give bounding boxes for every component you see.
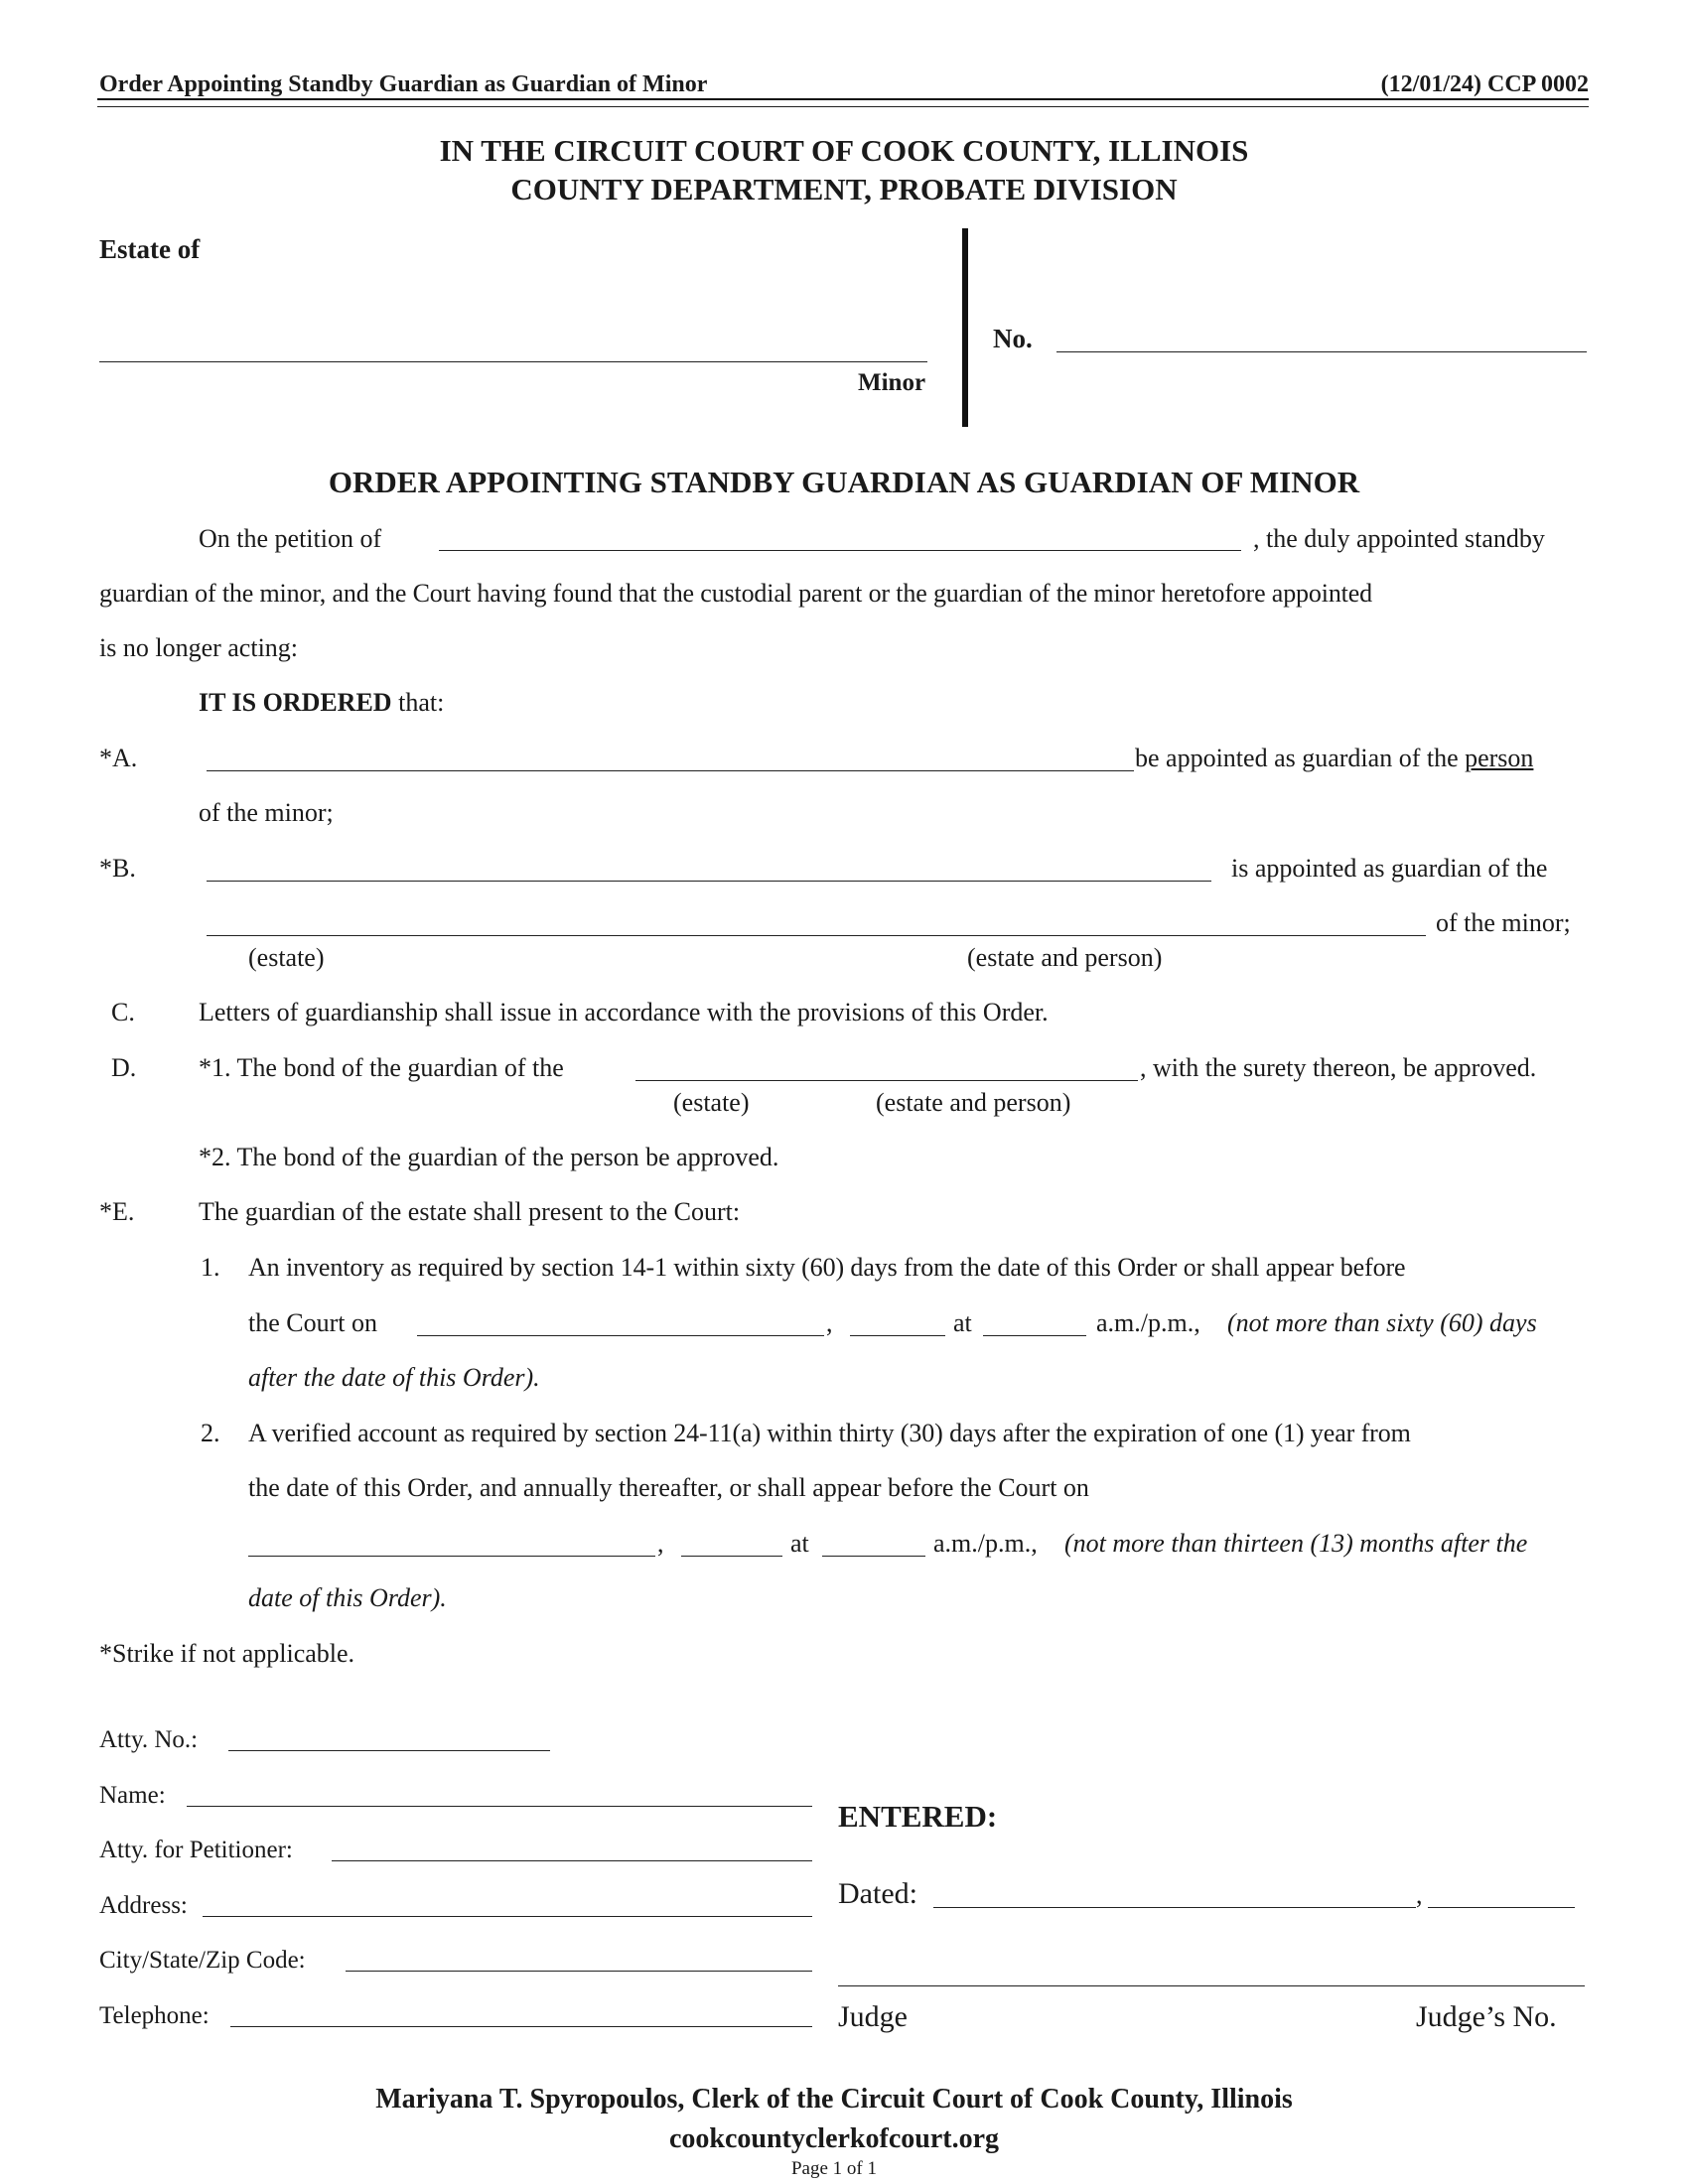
item-e1-note-1: (not more than sixty (60) days [1227,1308,1537,1337]
estate-of-label: Estate of [99,234,201,264]
petitioner-name-field[interactable] [437,523,1247,551]
inventory-year-line [850,1335,945,1336]
inventory-time-field[interactable] [981,1307,1092,1335]
case-number-label: No. [993,324,1033,353]
item-e2-note-2: date of this Order). [248,1583,447,1612]
guardian-estate-field[interactable] [205,853,1215,881]
account-year-field[interactable] [679,1528,788,1556]
item-b-mark: *B. [99,854,136,883]
item-e1-court-on: the Court on [248,1308,377,1337]
item-e1-at: at [953,1308,972,1337]
form-code: (12/01/24) CCP 0002 [1380,71,1589,97]
account-date-line [248,1556,655,1557]
item-e2-line-1: A verified account as required by section 24-11(a) within thirty (30) days after the expiration of one (1) year from [248,1419,1411,1447]
item-d1-label-estate-person: (estate and person) [876,1088,1071,1117]
guardian-person-field[interactable] [205,743,1140,770]
caption-divider [962,228,968,427]
bond-type-field[interactable] [633,1052,1144,1080]
strike-note: *Strike if not applicable. [99,1639,355,1668]
city-state-zip-line [346,1971,812,1972]
atty-no-field[interactable] [226,1722,556,1750]
dated-comma: , [1416,1880,1423,1909]
case-number-field[interactable] [1056,323,1591,350]
judge-signature-line [838,1985,1585,1986]
item-e2-at: at [790,1529,809,1558]
name-field[interactable] [185,1778,818,1806]
intro-line-2: guardian of the minor, and the Court having found that the custodial parent or the guardian of the minor heretofore appointed [99,579,1372,608]
item-e1-ampm: a.m./p.m., [1096,1308,1200,1337]
estate-or-person-line [207,935,1426,936]
dated-date-line [933,1907,1416,1908]
court-line-2: COUNTY DEPARTMENT, PROBATE DIVISION [510,172,1178,206]
footer-clerk: Mariyana T. Spyropoulos, Clerk of the Circuit Court of Cook County, Illinois [375,2084,1293,2115]
dated-label: Dated: [838,1877,917,1910]
item-e2-line-2: the date of this Order, and annually thereafter, or shall appear before the Court on [248,1473,1089,1502]
header-rule-top [97,98,1589,100]
judge-label: Judge [838,2000,908,2033]
address-label: Address: [99,1892,188,1919]
item-c-text: Letters of guardianship shall issue in accordance with the provisions of this Order. [199,998,1049,1026]
item-b-text: is appointed as guardian of the [1231,854,1548,883]
item-e2-note-1: (not more than thirteen (13) months after the [1064,1529,1528,1558]
item-b-label-estate: (estate) [248,943,325,972]
petitioner-name-line [439,550,1241,551]
item-d-mark: D. [111,1053,137,1082]
name-label: Name: [99,1782,166,1809]
item-d1-label-estate: (estate) [673,1088,750,1117]
item-a-continuation: of the minor; [199,798,334,827]
item-a-mark: *A. [99,744,138,772]
telephone-line [230,2026,812,2027]
estate-or-person-field[interactable] [205,907,1432,935]
dated-year-field[interactable] [1426,1878,1581,1906]
intro-line-3: is no longer acting: [99,633,299,662]
item-d1-text: *1. The bond of the guardian of the [199,1053,564,1082]
account-time-field[interactable] [820,1528,931,1556]
minor-label: Minor [858,369,926,396]
city-state-zip-label: City/State/Zip Code: [99,1947,306,1974]
atty-no-label: Atty. No.: [99,1726,199,1753]
item-c-mark: C. [111,998,135,1026]
item-d1-end: , with the surety thereon, be approved. [1140,1053,1537,1082]
dated-date-field[interactable] [931,1878,1422,1906]
inventory-year-field[interactable] [848,1307,951,1335]
item-b-label-estate-person: (estate and person) [967,943,1163,972]
footer-website[interactable]: cookcountyclerkofcourt.org [668,2123,1000,2154]
item-e-mark: *E. [99,1197,135,1226]
item-a-text: be appointed as guardian of the person [1135,744,1534,772]
telephone-label: Telephone: [99,2002,210,2029]
inventory-date-line [417,1335,824,1336]
account-date-field[interactable] [246,1528,661,1556]
item-e2-ampm: a.m./p.m., [933,1529,1038,1558]
address-field[interactable] [201,1888,818,1916]
judge-number-label: Judge’s No. [1416,2000,1557,2033]
order-title: ORDER APPOINTING STANDBY GUARDIAN AS GUARDIAN OF MINOR [328,465,1360,499]
guardian-person-line [207,770,1134,771]
dated-year-line [1428,1907,1575,1908]
account-time-line [822,1556,925,1557]
item-e1-line-1: An inventory as required by section 14-1 within sixty (60) days from the date of this Order or shall appear before [248,1253,1406,1282]
item-e1-number: 1. [201,1253,220,1282]
bond-type-line [635,1080,1138,1081]
atty-for-petitioner-label: Atty. for Petitioner: [99,1837,293,1863]
entered-label: ENTERED: [838,1799,998,1834]
item-d2-text: *2. The bond of the guardian of the person be approved. [199,1143,779,1171]
minor-name-line [99,361,927,362]
city-state-zip-field[interactable] [344,1943,818,1971]
name-line [187,1806,812,1807]
item-e1-note-2: after the date of this Order). [248,1363,540,1392]
header-rule-bottom [97,106,1589,107]
atty-for-petitioner-field[interactable] [330,1833,818,1860]
person-underlined: person [1465,744,1534,772]
form-title-header: Order Appointing Standby Guardian as Guardian of Minor [99,71,708,97]
guardian-estate-line [207,881,1211,882]
inventory-time-line [983,1335,1086,1336]
item-e2-number: 2. [201,1419,220,1447]
item-e-text: The guardian of the estate shall present to the Court: [199,1197,741,1226]
atty-for-petitioner-line [332,1860,812,1861]
address-line [203,1916,812,1917]
atty-no-line [228,1750,550,1751]
intro-standby-text: , the duly appointed standby [1253,524,1545,553]
item-b-end: of the minor; [1436,908,1571,937]
minor-name-field[interactable] [99,333,931,360]
account-year-line [681,1556,782,1557]
it-is-ordered: IT IS ORDERED that: [199,688,445,717]
case-number-line [1056,351,1587,352]
intro-petition-of: On the petition of [199,524,382,553]
footer-page-number: Page 1 of 1 [790,2158,877,2179]
inventory-date-field[interactable] [415,1307,830,1335]
telephone-field[interactable] [228,1998,818,2026]
court-line-1: IN THE CIRCUIT COURT OF COOK COUNTY, ILLINOIS [439,133,1249,168]
